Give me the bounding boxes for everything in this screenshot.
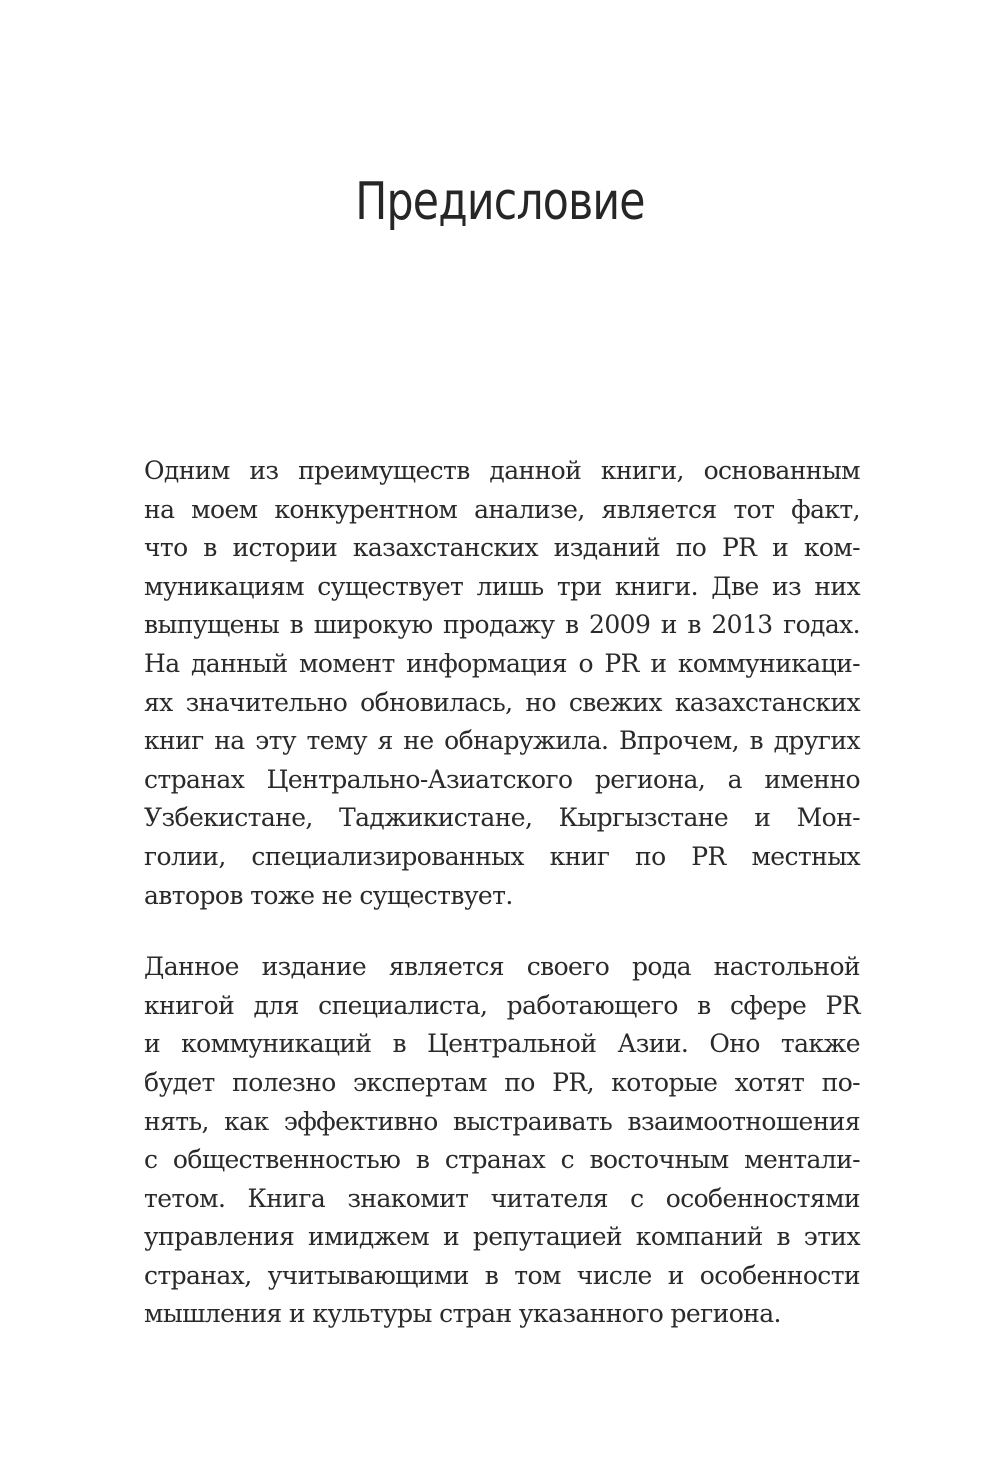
text-line: мышления и культуры стран указанного региона. [144, 1299, 781, 1329]
text-line: голии, специализированных книг по PR местных [144, 841, 860, 871]
text-line: Узбекистане, Таджикистане, Кыргызстане и Мон- [144, 803, 860, 833]
body-text [144, 452, 860, 1334]
text-line: на моем конкурентном анализе, является тот факт, [144, 494, 860, 524]
text-line: муникациям существует лишь три книги. Две из них [144, 571, 860, 601]
text-line: На данный момент информация о PR и коммуникаци- [144, 648, 860, 678]
paragraph-1 [144, 452, 860, 915]
text-line: выпущены в широкую продажу в 2009 и в 2013 годах. [144, 610, 860, 640]
text-line: Одним из преимуществ данной книги, основанным [144, 456, 860, 485]
text-line: и коммуникаций в Центральной Азии. Оно также [144, 1029, 860, 1059]
text-line: книг на эту тему я не обнаружила. Впрочем, в других [144, 726, 860, 756]
text-line: тетом. Книга знакомит читателя с особенностями [144, 1183, 860, 1213]
text-line: ях значительно обновилась, но свежих казахстанских [144, 687, 860, 717]
text-line: управления имиджем и репутацией компаний в этих [144, 1222, 860, 1252]
text-line: будет полезно экспертам по PR, которые хотят по- [144, 1067, 860, 1097]
text-line: Данное издание является своего рода настольной [144, 952, 860, 982]
text-line: что в истории казахстанских изданий по PR и ком- [144, 533, 860, 563]
text-line: с общественностью в странах с восточным ментали- [144, 1145, 860, 1175]
text-line: странах Центрально-Азиатского региона, а именно [144, 764, 860, 794]
text-line: нять, как эффективно выстраивать взаимоотношения [144, 1106, 860, 1136]
page-title: Предисловие [355, 172, 645, 232]
text-line: авторов тоже не существует. [144, 880, 513, 910]
text-line: книгой для специалиста, работающего в сфере PR [144, 990, 860, 1020]
paragraph-spacer [144, 915, 860, 948]
text-line: странах, учитывающими в том числе и особенности [144, 1260, 860, 1290]
paragraph-2 [144, 948, 860, 1334]
